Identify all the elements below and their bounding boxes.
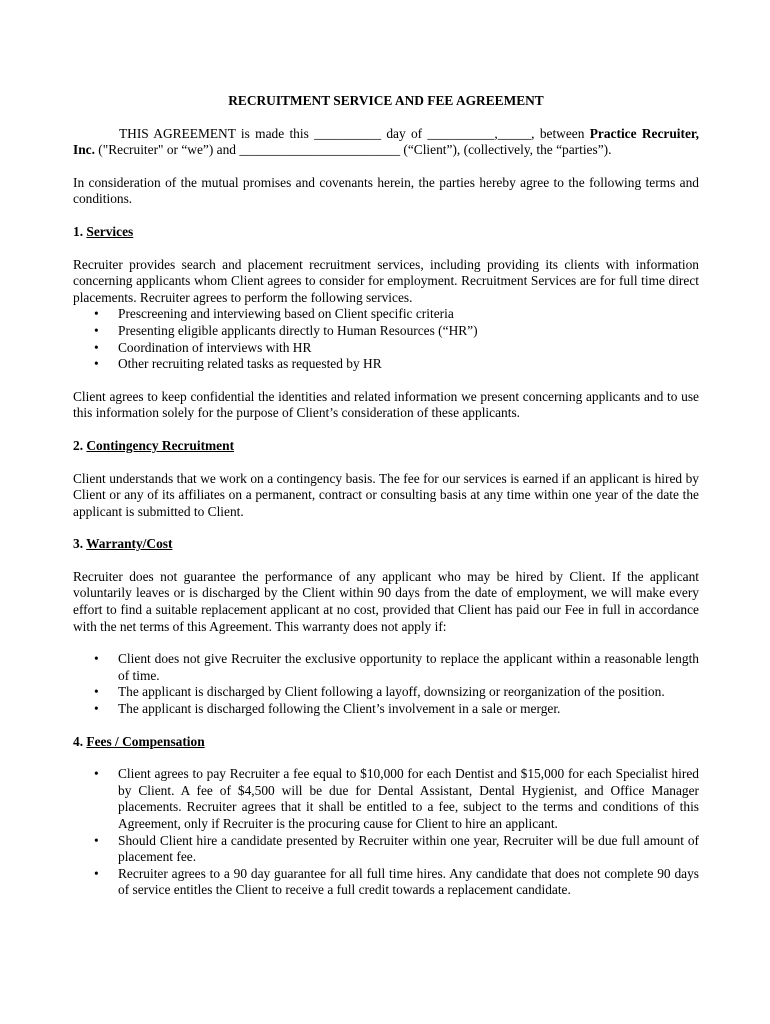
list-item: • Client does not give Recruiter the exclusive opportunity to replace the applicant within a reasonable length of time. (73, 651, 699, 684)
intro-text-start: THIS AGREEMENT is made this __________ day of __________,_____, between (119, 125, 590, 141)
list-item: • Should Client hire a candidate presented by Recruiter within one year, Recruiter will be due full amount of placement fee. (73, 833, 699, 866)
section-heading-services (73, 224, 699, 241)
company-name: Practice Recruiter, Inc. (73, 125, 699, 158)
section-title: Warranty/Cost (86, 536, 173, 552)
list-item: • The applicant is discharged following the Client’s involvement in a sale or merger. (73, 701, 699, 718)
section-heading-fees (73, 734, 699, 751)
fees-list (73, 766, 699, 899)
list-item: • Presenting eligible applicants directly to Human Resources (“HR”) (73, 323, 699, 340)
services-list (73, 306, 699, 372)
section-title: Fees / Compensation (86, 733, 205, 749)
intro-text-end: ("Recruiter" or “we”) and ________________________ (“Client”), (collectively, the “parties”). (94, 142, 612, 158)
list-item: • Coordination of interviews with HR (73, 340, 699, 357)
section-number: 2. (73, 437, 87, 453)
list-item: • Client agrees to pay Recruiter a fee equal to $10,000 for each Dentist and $15,000 for each Specialist hired by Client. A fee of $4,500 will be due for Dental Assistant, Dental Hygienist, and Office Manager placements. Recruiter agrees that it shall be entitled to a fee, subject to the terms and conditions of this Agreement, only if Recruiter is the procuring cause for Client to hire an applicant. (73, 766, 699, 832)
list-item: • Recruiter agrees to a 90 day guarantee for all full time hires. Any candidate that does not complete 90 days of service entitles the Client to receive a full credit towards a replacement candidate. (73, 866, 699, 899)
confidentiality-paragraph: Client agrees to keep confidential the identities and related information we present concerning applicants and to use this information solely for the purpose of Client’s consideration of these applicants. (73, 388, 699, 421)
document-title: RECRUITMENT SERVICE AND FEE AGREEMENT (228, 93, 544, 108)
warranty-exclusions-list (73, 651, 699, 717)
consideration-paragraph: In consideration of the mutual promises and covenants herein, the parties hereby agree to the following terms and conditions. (73, 174, 699, 207)
section-heading-warranty (73, 536, 699, 553)
list-item: • Other recruiting related tasks as requested by HR (73, 356, 699, 373)
section-title: Contingency Recruitment (86, 437, 235, 453)
contingency-paragraph: Client understands that we work on a contingency basis. The fee for our services is earned if an applicant is hired by Client or any of its affiliates on a permanent, contract or consulting basis at any time within one year of the date the applicant is submitted to Client. (73, 470, 699, 519)
warranty-paragraph: Recruiter does not guarantee the performance of any applicant who may be hired by Client. If the applicant voluntarily leaves or is discharged by the Client within 90 days from the date of employment, we will make every effort to find a suitable replacement applicant at no cost, provided that Client has paid our Fee in full in accordance with the net terms of this Agreement. This warranty does not apply if: (73, 568, 699, 634)
section-number: 3. (73, 536, 87, 552)
section-title: Services (86, 223, 134, 239)
intro-paragraph (73, 126, 699, 159)
section-number: 4. (73, 733, 87, 749)
document-body (73, 93, 699, 899)
list-item: • The applicant is discharged by Client following a layoff, downsizing or reorganization of the position. (73, 684, 699, 701)
list-item: • Prescreening and interviewing based on Client specific criteria (73, 306, 699, 323)
services-intro: Recruiter provides search and placement recruitment services, including providing its clients with information concerning applicants whom Client agrees to consider for employment. Recruitment Services are for full time direct placements. Recruiter agrees to perform the following services. (73, 256, 699, 305)
section-heading-contingency (73, 438, 699, 455)
spacer (73, 373, 699, 389)
spacer (73, 718, 699, 734)
section-number: 1. (73, 223, 87, 239)
